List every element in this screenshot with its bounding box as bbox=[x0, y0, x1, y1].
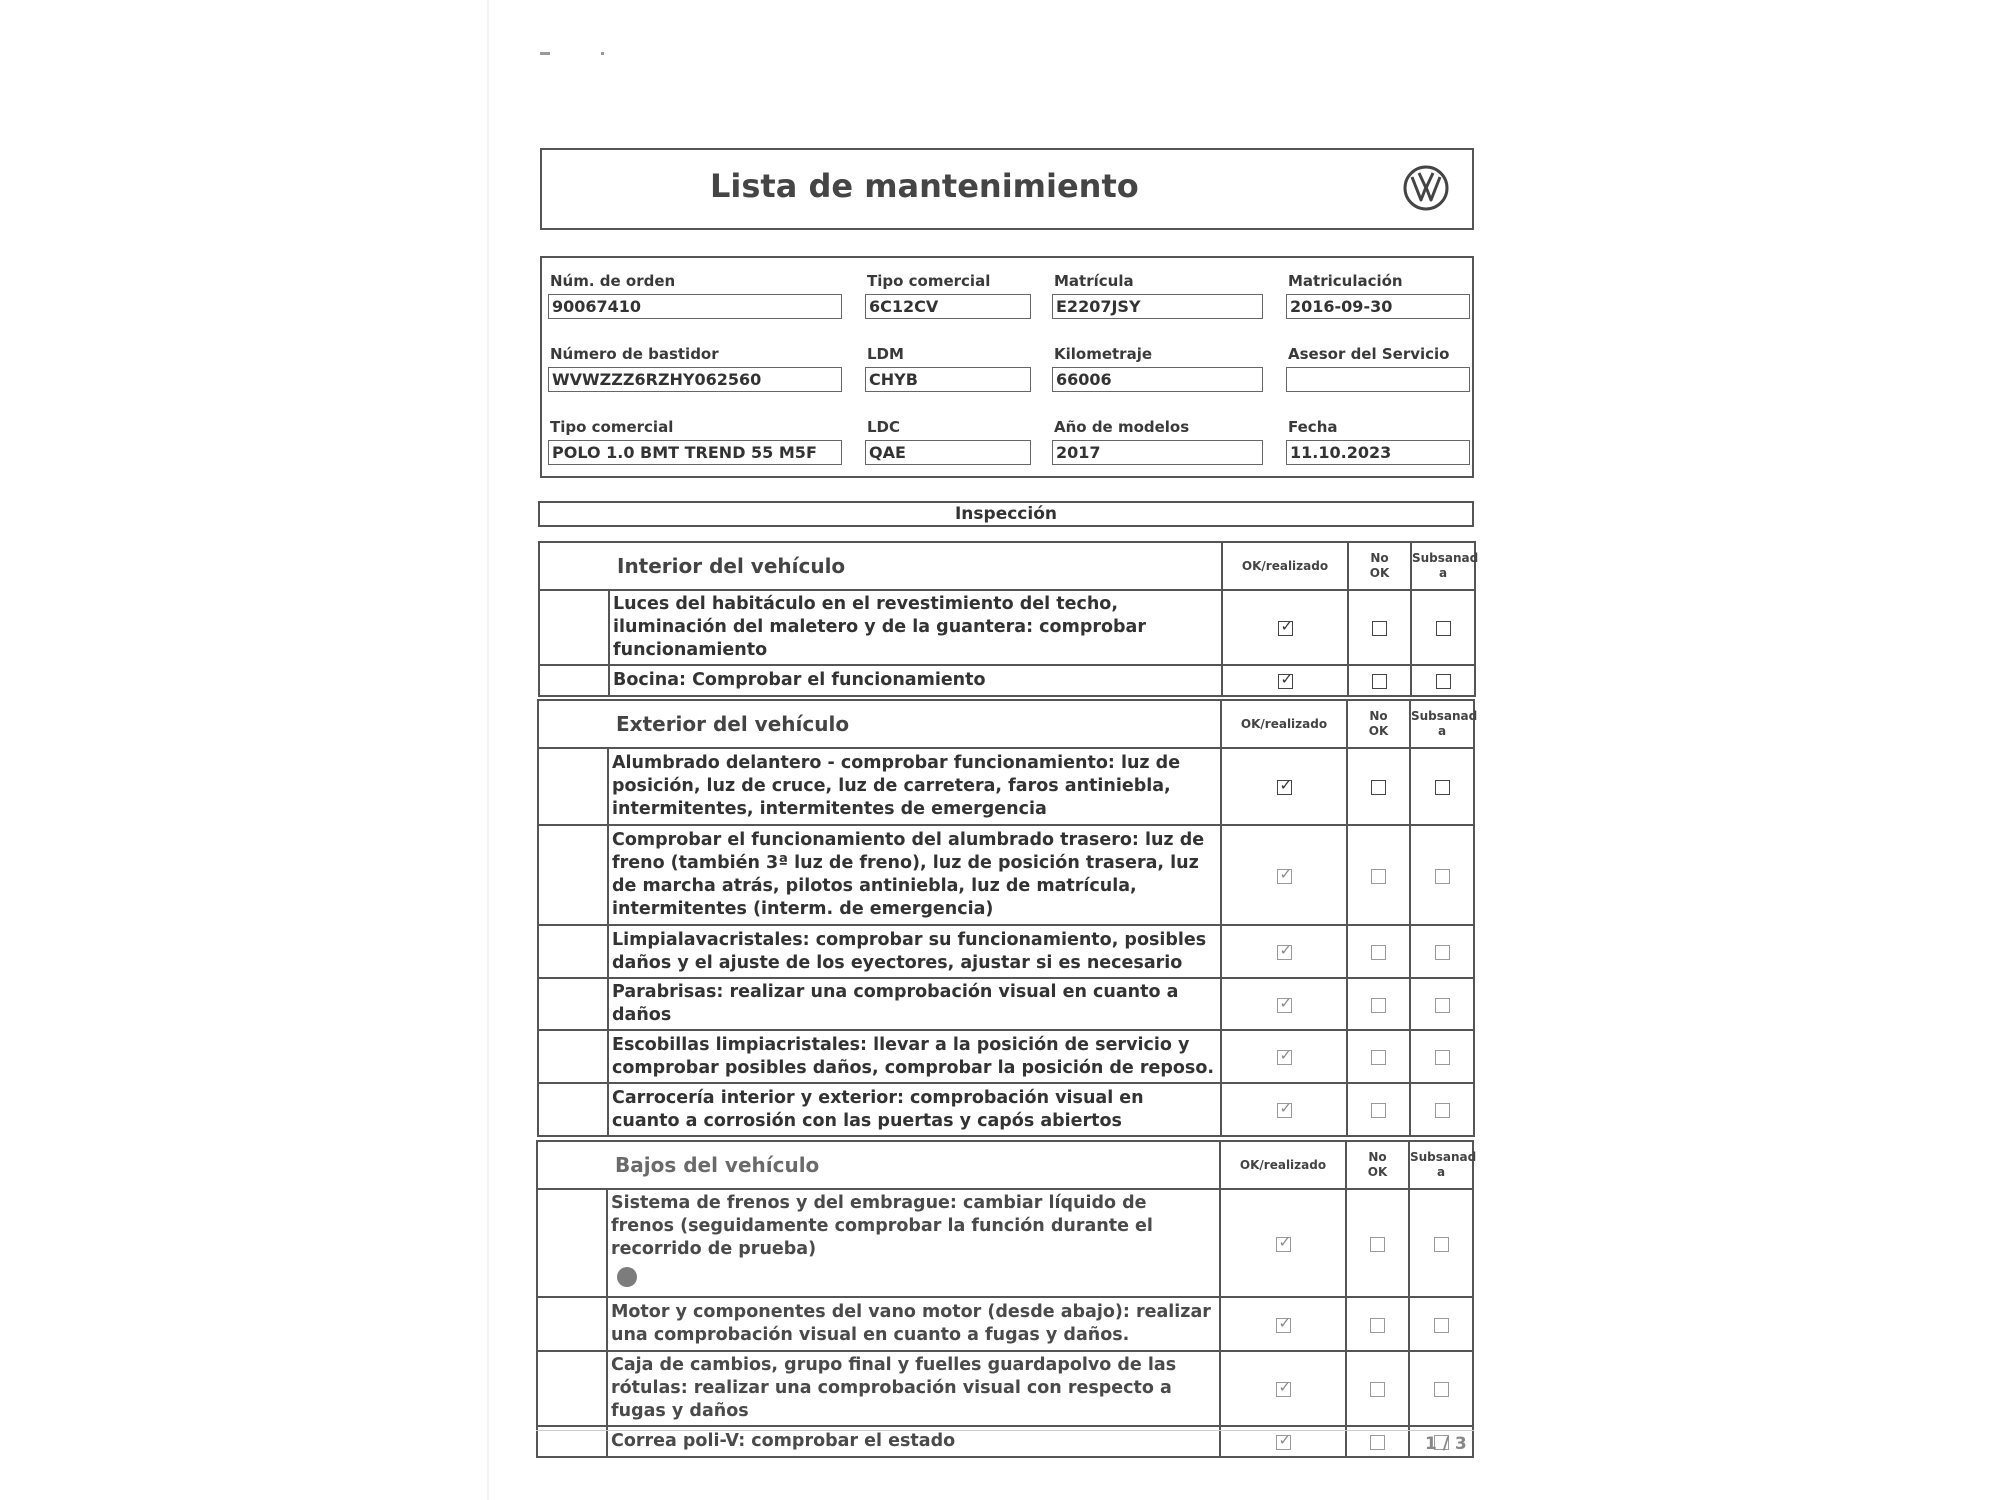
subsanada-checkbox[interactable] bbox=[1434, 1382, 1449, 1397]
note-dot-icon bbox=[617, 1267, 637, 1287]
vin-label: Número de bastidor bbox=[550, 345, 719, 363]
ok-checkbox[interactable] bbox=[1278, 670, 1294, 689]
blank-cell bbox=[538, 925, 608, 978]
ok-cell bbox=[1222, 590, 1348, 665]
col-head-no-ok-line1: No bbox=[1370, 551, 1389, 565]
no-ok-cell bbox=[1346, 1351, 1409, 1426]
ok-checkbox[interactable] bbox=[1277, 1046, 1293, 1065]
ok-checkbox[interactable] bbox=[1277, 993, 1293, 1013]
section-header-row bbox=[537, 1141, 1473, 1189]
service-advisor-label: Asesor del Servicio bbox=[1288, 345, 1450, 363]
check-mark-icon: ✓ bbox=[1280, 670, 1294, 688]
no-ok-checkbox[interactable] bbox=[1371, 945, 1386, 960]
page-number: 1 / 3 bbox=[1425, 1434, 1467, 1454]
check-mark-icon: ✓ bbox=[1279, 1046, 1293, 1064]
ok-cell bbox=[1221, 825, 1347, 925]
subsanada-cell bbox=[1409, 1351, 1473, 1426]
ok-checkbox[interactable] bbox=[1278, 617, 1294, 636]
no-ok-checkbox[interactable] bbox=[1371, 780, 1386, 795]
no-ok-cell bbox=[1348, 665, 1411, 696]
no-ok-checkbox[interactable] bbox=[1371, 1050, 1386, 1065]
ldm-label: LDM bbox=[867, 345, 904, 363]
service-advisor-field bbox=[1286, 367, 1470, 392]
scan-speck bbox=[540, 52, 550, 55]
table-row bbox=[538, 1083, 1474, 1136]
table-row bbox=[538, 1030, 1474, 1083]
model-year-label: Año de modelos bbox=[1054, 418, 1190, 436]
subsanada-cell bbox=[1410, 748, 1474, 825]
col-head-ok: OK/realizado bbox=[1221, 700, 1347, 748]
check-mark-icon: ✓ bbox=[1278, 1313, 1292, 1332]
ok-cell bbox=[1221, 748, 1347, 825]
check-mark-icon: ✓ bbox=[1279, 1099, 1293, 1117]
registration-date-label: Matriculación bbox=[1288, 272, 1403, 290]
item-text: Bocina: Comprobar el funcionamiento bbox=[609, 665, 1222, 696]
no-ok-cell bbox=[1347, 825, 1410, 925]
item-text-cell bbox=[607, 1189, 1220, 1297]
col-head-no-ok-line2: OK bbox=[1368, 724, 1389, 738]
no-ok-checkbox[interactable] bbox=[1371, 1103, 1386, 1118]
col-head-no-ok-line2: OK bbox=[1369, 566, 1390, 580]
ok-checkbox[interactable] bbox=[1276, 1232, 1292, 1252]
subsanada-checkbox[interactable] bbox=[1435, 1103, 1450, 1118]
ok-checkbox[interactable] bbox=[1276, 1313, 1292, 1333]
subsanada-checkbox[interactable] bbox=[1435, 945, 1450, 960]
ok-checkbox[interactable] bbox=[1277, 1099, 1293, 1118]
subsanada-cell bbox=[1409, 1297, 1473, 1351]
item-text: Carrocería interior y exterior: comprobación visual en cuanto a corrosión con las puertas y capós abiertos bbox=[608, 1083, 1221, 1136]
col-head-no-ok-line1: No bbox=[1369, 709, 1388, 723]
no-ok-checkbox[interactable] bbox=[1372, 674, 1387, 689]
order-number-label: Núm. de orden bbox=[550, 272, 676, 290]
blank-cell bbox=[539, 590, 609, 665]
item-text: Escobillas limpiacristales: llevar a la posición de servicio y comprobar posibles daños, comprobar la posición de reposo. bbox=[608, 1030, 1221, 1083]
table-row bbox=[537, 1351, 1473, 1426]
ldc-field: QAE bbox=[865, 440, 1031, 465]
col-head-subsanada-line2: a bbox=[1438, 566, 1448, 580]
date-label: Fecha bbox=[1288, 418, 1338, 436]
commercial-type-label: Tipo comercial bbox=[550, 418, 674, 436]
subsanada-checkbox[interactable] bbox=[1436, 674, 1451, 689]
blank-cell bbox=[538, 978, 608, 1030]
col-head-subsanada-line2: a bbox=[1436, 1165, 1446, 1179]
section-title: Exterior del vehículo bbox=[608, 700, 1221, 748]
col-head-subsanada-line1: Subsanad bbox=[1410, 1150, 1477, 1164]
table-row bbox=[539, 590, 1475, 665]
ok-cell bbox=[1221, 925, 1347, 978]
item-text: Parabrisas: realizar una comprobación visual en cuanto a daños bbox=[608, 978, 1221, 1030]
blank-cell bbox=[539, 665, 609, 696]
table-row bbox=[537, 1189, 1473, 1297]
title-box bbox=[540, 148, 1474, 230]
col-head-no-ok bbox=[1348, 542, 1411, 590]
check-mark-icon: ✓ bbox=[1280, 617, 1294, 635]
col-head-no-ok-line1: No bbox=[1368, 1150, 1387, 1164]
mileage-label: Kilometraje bbox=[1054, 345, 1153, 363]
subsanada-cell bbox=[1410, 1083, 1474, 1136]
table-row bbox=[538, 825, 1474, 925]
item-text: Alumbrado delantero - comprobar funcionamiento: luz de posición, luz de cruce, luz de carretera, faros antiniebla, intermitentes, intermitentes de emergencia bbox=[608, 748, 1221, 825]
no-ok-checkbox[interactable] bbox=[1371, 869, 1386, 884]
col-head-ok: OK/realizado bbox=[1222, 542, 1348, 590]
subsanada-checkbox[interactable] bbox=[1435, 998, 1450, 1013]
section-underbody-table bbox=[536, 1140, 1477, 1458]
registration-date-field: 2016-09-30 bbox=[1286, 294, 1470, 319]
plate-label: Matrícula bbox=[1054, 272, 1134, 290]
subsanada-cell bbox=[1410, 925, 1474, 978]
item-text: Sistema de frenos y del embrague: cambiar líquido de frenos (seguidamente comprobar la función durante el recorrido de prueba) bbox=[611, 1193, 1153, 1259]
mileage-field: 66006 bbox=[1052, 367, 1263, 392]
subsanada-cell bbox=[1411, 665, 1475, 696]
blank-cell bbox=[538, 700, 608, 748]
subsanada-cell bbox=[1410, 1030, 1474, 1083]
plate-field: E2207JSY bbox=[1052, 294, 1263, 319]
subsanada-checkbox[interactable] bbox=[1435, 869, 1450, 884]
section-title: Interior del vehículo bbox=[609, 542, 1222, 590]
table-row bbox=[537, 1297, 1473, 1351]
no-ok-cell bbox=[1348, 590, 1411, 665]
no-ok-cell bbox=[1347, 1030, 1410, 1083]
item-text: Motor y componentes del vano motor (desde abajo): realizar una comprobación visual en cuanto a fugas y daños. bbox=[607, 1297, 1220, 1351]
no-ok-cell bbox=[1347, 978, 1410, 1030]
blank-cell bbox=[537, 1297, 607, 1351]
commercial-type-code-label: Tipo comercial bbox=[867, 272, 991, 290]
inspection-banner: Inspección bbox=[538, 501, 1474, 527]
table-row bbox=[538, 748, 1474, 825]
no-ok-cell bbox=[1347, 748, 1410, 825]
blank-cell bbox=[539, 542, 609, 590]
model-year-field: 2017 bbox=[1052, 440, 1263, 465]
commercial-type-code-field: 6C12CV bbox=[865, 294, 1031, 319]
blank-cell bbox=[537, 1189, 607, 1297]
item-text: Correa poli-V: comprobar el estado bbox=[607, 1426, 1220, 1457]
blank-cell bbox=[538, 1030, 608, 1083]
subsanada-cell bbox=[1411, 590, 1475, 665]
section-interior-table bbox=[538, 541, 1479, 697]
item-text: Limpialavacristales: comprobar su funcionamiento, posibles daños y el ajuste de los eyectores, ajustar si es necesario bbox=[608, 925, 1221, 978]
check-mark-icon: ✓ bbox=[1279, 941, 1293, 959]
vehicle-info-box bbox=[540, 256, 1474, 478]
section-exterior-table bbox=[537, 699, 1478, 1137]
col-head-subsanada bbox=[1411, 542, 1479, 590]
col-head-ok: OK/realizado bbox=[1220, 1141, 1346, 1189]
col-head-subsanada-line1: Subsanad bbox=[1412, 551, 1479, 565]
subsanada-checkbox[interactable] bbox=[1436, 621, 1451, 636]
check-mark-icon: ✓ bbox=[1278, 1232, 1292, 1251]
vw-logo-icon bbox=[1402, 164, 1450, 212]
col-head-no-ok bbox=[1347, 700, 1410, 748]
subsanada-checkbox[interactable] bbox=[1434, 1237, 1449, 1252]
subsanada-cell bbox=[1409, 1189, 1473, 1297]
subsanada-checkbox[interactable] bbox=[1435, 1050, 1450, 1065]
section-title: Bajos del vehículo bbox=[607, 1141, 1220, 1189]
item-text: Luces del habitáculo en el revestimiento del techo, iluminación del maletero y de la guantera: comprobar funcionamiento bbox=[609, 590, 1222, 665]
ok-checkbox[interactable] bbox=[1277, 776, 1293, 795]
page-title: Lista de mantenimiento bbox=[710, 167, 1139, 205]
col-head-no-ok bbox=[1346, 1141, 1409, 1189]
table-row bbox=[538, 978, 1474, 1030]
no-ok-checkbox[interactable] bbox=[1370, 1237, 1385, 1252]
blank-cell bbox=[537, 1141, 607, 1189]
scan-speck bbox=[601, 52, 604, 55]
order-number-field: 90067410 bbox=[548, 294, 842, 319]
subsanada-cell bbox=[1410, 825, 1474, 925]
no-ok-cell bbox=[1346, 1189, 1409, 1297]
no-ok-checkbox[interactable] bbox=[1370, 1382, 1385, 1397]
check-mark-icon: ✓ bbox=[1279, 864, 1293, 883]
table-row bbox=[539, 665, 1475, 696]
blank-cell bbox=[538, 1083, 608, 1136]
check-mark-icon: ✓ bbox=[1279, 993, 1293, 1012]
col-head-no-ok-line2: OK bbox=[1367, 1165, 1388, 1179]
ok-checkbox[interactable] bbox=[1276, 1431, 1292, 1450]
col-head-subsanada bbox=[1410, 700, 1478, 748]
blank-cell bbox=[538, 825, 608, 925]
ldm-field: CHYB bbox=[865, 367, 1031, 392]
ok-cell bbox=[1220, 1189, 1346, 1297]
no-ok-checkbox[interactable] bbox=[1370, 1318, 1385, 1333]
date-field: 11.10.2023 bbox=[1286, 440, 1470, 465]
item-text: Comprobar el funcionamiento del alumbrado trasero: luz de freno (también 3ª luz de freno), luz de posición trasera, luz de marcha atrás, pilotos antiniebla, luz de matrícula, intermitentes (interm. de emergencia) bbox=[608, 825, 1221, 925]
ok-checkbox[interactable] bbox=[1276, 1378, 1292, 1397]
blank-cell bbox=[537, 1351, 607, 1426]
blank-cell bbox=[538, 748, 608, 825]
check-mark-icon: ✓ bbox=[1279, 776, 1293, 794]
ok-cell bbox=[1222, 665, 1348, 696]
subsanada-checkbox[interactable] bbox=[1434, 1318, 1449, 1333]
section-header-row bbox=[538, 700, 1474, 748]
ldc-label: LDC bbox=[867, 418, 901, 436]
paper-edge bbox=[487, 0, 489, 1500]
section-header-row bbox=[539, 542, 1475, 590]
subsanada-checkbox[interactable] bbox=[1435, 780, 1450, 795]
table-row bbox=[538, 925, 1474, 978]
item-text: Caja de cambios, grupo final y fuelles guardapolvo de las rótulas: realizar una comprobación visual con respecto a fugas y daños bbox=[607, 1351, 1220, 1426]
ok-checkbox[interactable] bbox=[1277, 864, 1293, 884]
col-head-subsanada-line2: a bbox=[1437, 724, 1447, 738]
commercial-type-field: POLO 1.0 BMT TREND 55 M5F bbox=[548, 440, 842, 465]
subsanada-cell bbox=[1410, 978, 1474, 1030]
no-ok-cell bbox=[1347, 925, 1410, 978]
vin-field: WVWZZZ6RZHY062560 bbox=[548, 367, 842, 392]
col-head-subsanada bbox=[1409, 1141, 1477, 1189]
col-head-subsanada-line1: Subsanad bbox=[1411, 709, 1478, 723]
no-ok-checkbox[interactable] bbox=[1372, 621, 1387, 636]
check-mark-icon: ✓ bbox=[1278, 1431, 1292, 1449]
ok-cell bbox=[1220, 1351, 1346, 1426]
no-ok-cell bbox=[1346, 1297, 1409, 1351]
no-ok-checkbox[interactable] bbox=[1371, 998, 1386, 1013]
ok-cell bbox=[1221, 978, 1347, 1030]
ok-cell bbox=[1221, 1083, 1347, 1136]
bottom-rule bbox=[536, 1430, 1474, 1431]
no-ok-checkbox[interactable] bbox=[1370, 1435, 1385, 1450]
ok-cell bbox=[1221, 1030, 1347, 1083]
ok-cell bbox=[1220, 1297, 1346, 1351]
check-mark-icon: ✓ bbox=[1278, 1378, 1292, 1396]
ok-checkbox[interactable] bbox=[1277, 941, 1293, 960]
no-ok-cell bbox=[1347, 1083, 1410, 1136]
